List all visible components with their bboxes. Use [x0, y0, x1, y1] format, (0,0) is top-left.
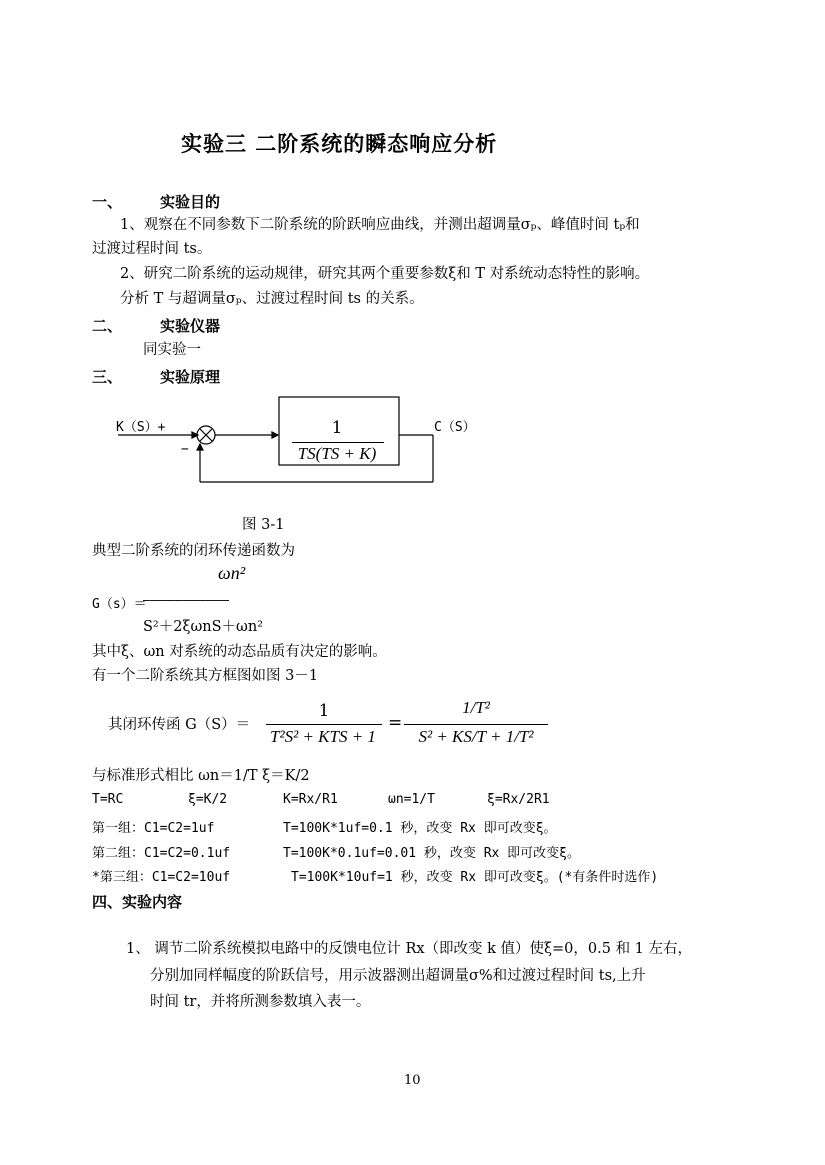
param-wn: ωn=1/T	[388, 792, 435, 807]
section-2-number: 二、	[92, 317, 123, 335]
g-numerator: ωn²	[218, 563, 246, 583]
section-3-heading: 实验原理	[160, 368, 221, 386]
cl-fraction-bar-1	[266, 724, 382, 725]
tf-numerator: 1	[331, 418, 343, 438]
cl-numerator-2: 1/T²	[462, 698, 490, 717]
section-2-body: 同实验一	[143, 342, 201, 358]
g-denominator: S²＋2ξωnS＋ωn²	[143, 619, 264, 635]
group-1-detail: T=100K*1uf=0.1 秒，改变 Rx 即可改变ξ。	[283, 821, 557, 836]
figure-caption: 图 3-1	[242, 517, 285, 533]
cl-numerator-1: 1	[318, 701, 330, 721]
g-dash-line: ———————————	[143, 593, 230, 608]
section-1-heading: 实验目的	[160, 193, 221, 211]
section-4-heading: 四、实验内容	[92, 893, 183, 911]
output-label: C（S）	[434, 420, 476, 435]
section-1-paragraph-1b: 过渡过程时间 ts。	[92, 241, 212, 257]
input-label: K（S）+	[116, 420, 166, 435]
section-3-number: 三、	[92, 368, 123, 386]
cl-equals: =	[388, 713, 403, 733]
content-1b: 分别加同样幅度的阶跃信号，用示波器测出超调量σ%和过渡过程时间 ts,上升	[150, 968, 646, 984]
g-lhs: G（s）＝	[92, 597, 147, 612]
group-3-label: *第三组：C1=C2=10uf	[92, 870, 231, 885]
param-k-rx: K=Rx/R1	[283, 792, 338, 807]
param-t-rc: T=RC	[92, 792, 124, 807]
tf-fraction-bar	[292, 442, 384, 443]
tf-denominator: TS(TS + K)	[297, 444, 377, 463]
group-2-detail: T=100K*0.1uf=0.01 秒，改变 Rx 即可改变ξ。	[283, 846, 581, 861]
section-1-paragraph-2a: 2、研究二阶系统的运动规律，研究其两个重要参数ξ和 T 对系统动态特性的影响。	[120, 266, 650, 282]
group-1-label: 第一组：C1=C2=1uf	[92, 821, 215, 836]
closed-loop-intro: 典型二阶系统的闭环传递函数为	[92, 543, 295, 559]
cl-denominator-1: T²S² + KTS + 1	[270, 727, 376, 746]
block-diagram	[100, 390, 500, 490]
cl-denominator-2: S² + KS/T + 1/T²	[418, 727, 534, 746]
param-xi-rx: ξ=Rx/2R1	[487, 792, 550, 807]
page-number: 10	[404, 1073, 421, 1088]
block-intro: 有一个二阶系统其方框图如图 3－1	[92, 668, 319, 684]
content-1a: 1、 调节二阶系统模拟电路中的反馈电位计 Rx（即改变 k 值）使ξ=0，0.5 和 1 左右，	[126, 941, 693, 957]
closed-loop-label: 其闭环传函 G（S）＝	[108, 717, 251, 733]
section-2-heading: 实验仪器	[160, 317, 221, 335]
param-xi-k: ξ=K/2	[188, 792, 228, 807]
minus-sign: −	[181, 442, 189, 457]
compare-text: 与标准形式相比 ωn＝1/T ξ＝K/2	[92, 768, 310, 784]
group-2-label: 第二组：C1=C2=0.1uf	[92, 846, 231, 861]
section-1-paragraph-2b: 分析 T 与超调量σₚ、过渡过程时间 ts 的关系。	[120, 291, 424, 307]
content-1c: 时间 tr，并将所测参数填入表一。	[150, 994, 371, 1010]
where-text: 其中ξ、ωn 对系统的动态品质有决定的影响。	[92, 644, 387, 660]
cl-fraction-bar-2	[404, 724, 548, 725]
section-1-number: 一、	[92, 193, 123, 211]
section-1-paragraph-1a: 1、观察在不同参数下二阶系统的阶跃响应曲线，并测出超调量σₚ、峰值时间 tₚ和	[120, 217, 640, 233]
page-title: 实验三 二阶系统的瞬态响应分析	[181, 132, 498, 156]
group-3-detail: T=100K*10uf=1 秒，改变 Rx 即可改变ξ。(*有条件时选作)	[291, 870, 659, 885]
